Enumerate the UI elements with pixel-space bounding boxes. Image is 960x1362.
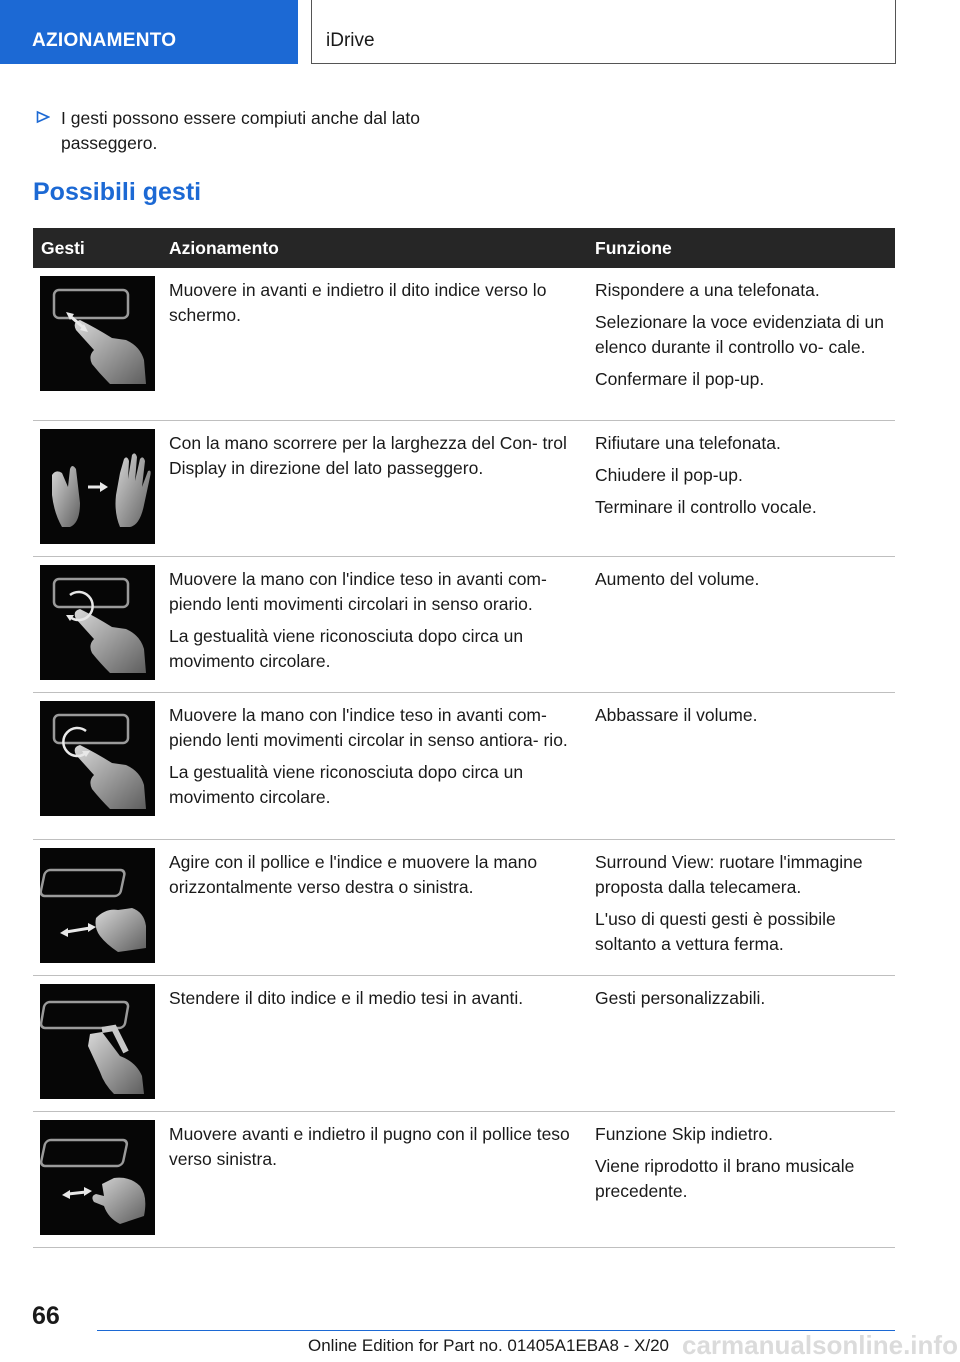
funzione-text: Funzione Skip indietro.: [595, 1124, 774, 1144]
azionamento-text: La gestualità viene riconosciuta dopo circa un movimento circolare.: [169, 626, 524, 671]
page-number: 66: [32, 1302, 60, 1330]
azionamento-text: Muovere avanti e indietro il pugno con il pollice teso verso sinistra.: [169, 1124, 570, 1169]
azionamento-cell: [169, 850, 581, 907]
funzione-cell: [595, 850, 895, 964]
funzione-text: Terminare il controllo vocale.: [595, 497, 817, 517]
table-row: [33, 1112, 895, 1248]
intro-bullet: [36, 106, 436, 156]
funzione-text: Abbassare il volume.: [595, 705, 758, 725]
azionamento-text: Muovere la mano con l'indice teso in avanti com- piendo lenti movimenti circolar in senso antiora- rio.: [169, 705, 568, 750]
gesture-image: [40, 984, 155, 1099]
circle-clockwise-gesture-icon: [40, 565, 155, 680]
gesture-image: [40, 565, 155, 680]
funzione-text: Rispondere a una telefonata.: [595, 280, 820, 300]
funzione-text: Gesti personalizzabili.: [595, 988, 766, 1008]
azionamento-text: La gestualità viene riconosciuta dopo circa un movimento circolare.: [169, 762, 524, 807]
funzione-cell: [595, 567, 895, 599]
azionamento-cell: [169, 431, 581, 488]
funzione-cell: [595, 703, 895, 735]
table-row: [33, 840, 895, 976]
watermark: carmanualsonline.info: [682, 1330, 958, 1360]
column-header-gesti: Gesti: [41, 238, 85, 258]
azionamento-text: Muovere la mano con l'indice teso in avanti com- piendo lenti movimenti circolari in senso orario.: [169, 569, 547, 614]
gesture-image: [40, 701, 155, 816]
funzione-text: Confermare il pop-up.: [595, 369, 765, 389]
azionamento-cell: [169, 567, 581, 681]
funzione-text: Surround View: ruotare l'immagine proposta dalla telecamera.: [595, 852, 863, 897]
funzione-text: Viene riprodotto il brano musicale precedente.: [595, 1156, 855, 1201]
fist-thumb-swipe-gesture-icon: [40, 1120, 155, 1235]
column-header-funzione: Funzione: [595, 238, 672, 258]
azionamento-cell: [169, 278, 581, 335]
table-row: [33, 421, 895, 557]
intro-text: I gesti possono essere compiuti anche dal lato passeggero.: [61, 108, 420, 153]
azionamento-text: Agire con il pollice e l'indice e muovere la mano orizzontalmente verso destra o sinistra.: [169, 852, 538, 897]
funzione-cell: [595, 986, 895, 1018]
azionamento-cell: [169, 703, 581, 817]
pinch-rotate-gesture-icon: [40, 848, 155, 963]
circle-counterclockwise-gesture-icon: [40, 701, 155, 816]
funzione-text: Aumento del volume.: [595, 569, 760, 589]
two-finger-point-gesture-icon: [40, 984, 155, 1099]
gesture-image: [40, 848, 155, 963]
gesture-image: [40, 276, 155, 391]
azionamento-cell: [169, 1122, 581, 1179]
azionamento-text: Muovere in avanti e indietro il dito indice verso lo schermo.: [169, 280, 547, 325]
funzione-cell: [595, 278, 895, 399]
funzione-text: Rifiutare una telefonata.: [595, 433, 781, 453]
hand-swipe-gesture-icon: [40, 429, 155, 544]
gesture-image: [40, 1120, 155, 1235]
column-header-azionamento: Azionamento: [169, 238, 279, 258]
azionamento-cell: [169, 986, 581, 1018]
funzione-cell: [595, 431, 895, 527]
table-row: [33, 693, 895, 840]
azionamento-text: Con la mano scorrere per la larghezza del Con- trol Display in direzione del lato passeggero.: [169, 433, 567, 478]
footer-text: Online Edition for Part no. 01405A1EBA8 - X/20: [308, 1336, 670, 1355]
azionamento-text: Stendere il dito indice e il medio tesi in avanti.: [169, 988, 524, 1008]
section-header: [311, 0, 896, 64]
triangle-bullet-icon: [36, 110, 50, 124]
funzione-text: Chiudere il pop-up.: [595, 465, 743, 485]
gesture-image: [40, 429, 155, 544]
table-row: [33, 976, 895, 1112]
section-title: Possibili gesti: [33, 178, 202, 206]
gesture-table: [33, 228, 895, 1248]
chapter-title: AZIONAMENTO: [32, 30, 177, 51]
funzione-text: L'uso di questi gesti è possibile soltanto a vettura ferma.: [595, 909, 836, 954]
section-name: iDrive: [326, 30, 375, 51]
funzione-cell: [595, 1122, 895, 1211]
table-row: [33, 557, 895, 693]
table-row: [33, 268, 895, 421]
point-forward-back-gesture-icon: [40, 276, 155, 391]
funzione-text: Selezionare la voce evidenziata di un elenco durante il controllo vo- cale.: [595, 312, 884, 357]
chapter-tab: [0, 0, 298, 64]
table-header: [33, 228, 895, 268]
